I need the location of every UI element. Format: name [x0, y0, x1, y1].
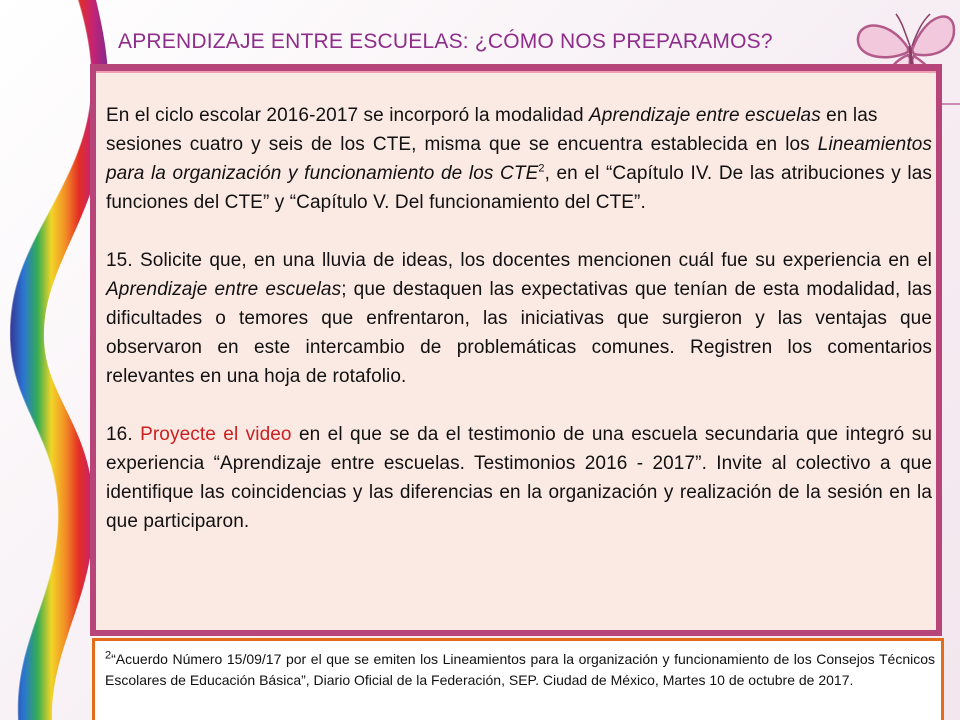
paragraph-intro-italic-2: Lineamientos para la organización y funcionamiento de los CTE	[106, 134, 932, 184]
paragraph-intro-italic-1: Aprendizaje entre escuelas	[589, 105, 821, 126]
footnote-text	[105, 649, 935, 691]
footnote-ref: 2	[538, 162, 545, 175]
paragraph-step-16	[106, 420, 932, 536]
footnote-number: 2	[105, 649, 112, 662]
paragraph-intro-part-d: sesiones cuatro y seis de los CTE, misma que se encuentra establecida en los	[106, 134, 818, 155]
paragraph-step-15	[106, 246, 932, 391]
paragraph-step-16-part-c: en el que se da el testimonio de una escuela secundaria que integró su experiencia “Aprendizaje entre escuelas. Testimonios 2016 - 2017”. Invite al colectivo a que identifique las coincidencias y las diferencias en la organización y realización de la sesión en la que participaron.	[106, 424, 932, 532]
page-title: APRENDIZAJE ENTRE ESCUELAS: ¿CÓMO NOS PREPARAMOS?	[118, 30, 773, 53]
footnote-body: “Acuerdo Número 15/09/17 por el que se emiten los Lineamientos para la organización y funcionamiento de los Consejos Técnicos Escolares de Educación Básica”, Diario Oficial de la Federación, SEP. Ciudad de México, Martes 10 de octubre de 2017.	[105, 651, 935, 688]
content-text	[106, 101, 932, 536]
paragraph-step-15-part-c: ; que destaquen las expectativas que tenían de esta modalidad, las dificultades o temores que enfrentaron, las iniciativas que surgieron y las ventajas que observaron en este intercambio de problemáticas comunes. Registren los comentarios relevantes en una hoja de rotafolio.	[106, 279, 933, 387]
content-panel	[90, 64, 942, 636]
paragraph-intro-part-a: En el ciclo escolar 2016-2017 se incorporó la modalidad	[106, 105, 589, 126]
paragraph-step-15-part-a: 15. Solicite que, en una lluvia de ideas, los docentes mencionen cuál fue su experiencia en el	[106, 250, 932, 271]
footnote-panel	[92, 638, 944, 720]
paragraph-intro-part-g: , en el “Capítulo IV. De las atribuciones y las funciones del CTE” y “Capítulo V. Del funcionamiento del CTE”.	[106, 163, 932, 213]
paragraph-intro	[106, 101, 932, 217]
paragraph-intro-part-c: en las	[820, 105, 878, 126]
video-link-text: Proyecte el video	[140, 424, 292, 445]
paragraph-step-15-italic: Aprendizaje entre escuelas	[106, 279, 342, 300]
paragraph-step-16-part-a: 16.	[106, 424, 141, 445]
